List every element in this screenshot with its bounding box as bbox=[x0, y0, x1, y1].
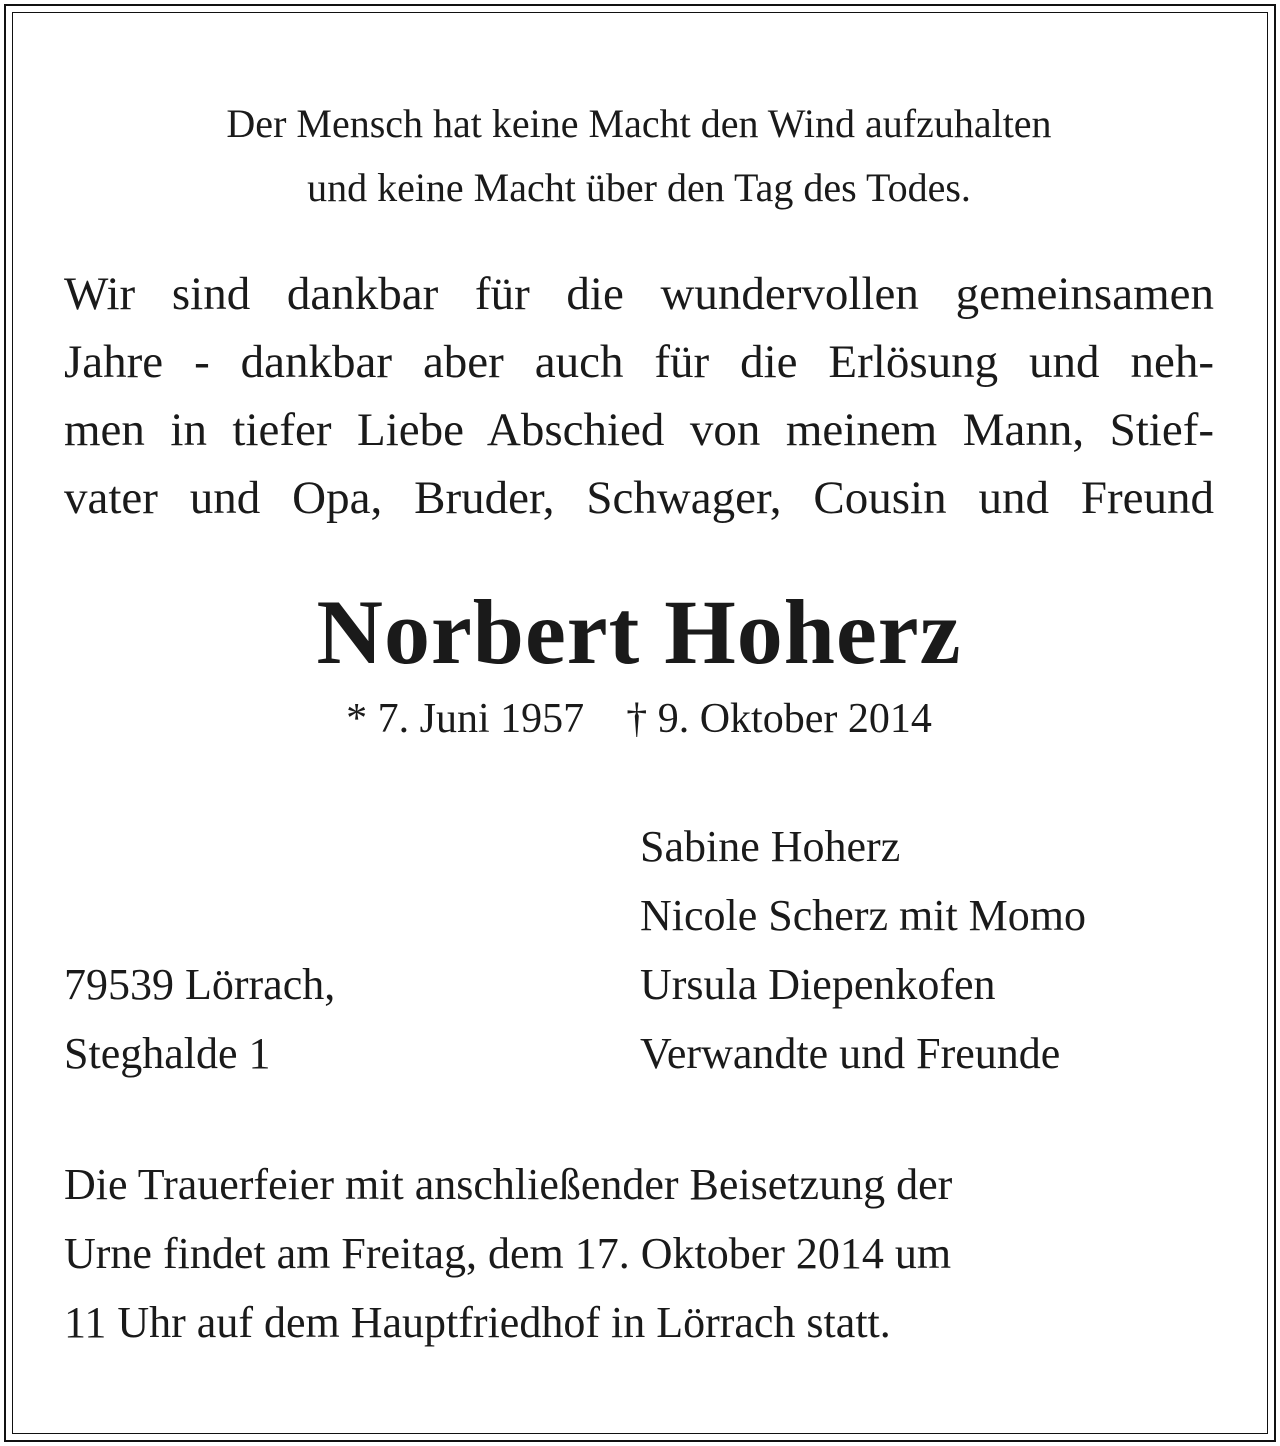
intro-line: vater und Opa, Bruder, Schwager, Cousin und Freund bbox=[64, 472, 1214, 524]
intro-text bbox=[64, 260, 1214, 532]
mourner: Verwandte und Freunde bbox=[640, 1029, 1061, 1078]
deceased-name: Norbert Hoherz bbox=[316, 581, 962, 683]
birth-date: * 7. Juni 1957 bbox=[346, 696, 585, 742]
death-date: † 9. Oktober 2014 bbox=[626, 696, 932, 742]
mourner: Sabine Hoherz bbox=[640, 822, 901, 871]
obituary-notice bbox=[64, 92, 1214, 1357]
motto-quote bbox=[64, 92, 1214, 220]
life-dates bbox=[64, 688, 1214, 750]
motto-line: und keine Macht über den Tag des Todes. bbox=[307, 165, 971, 210]
service-line: Urne findet am Freitag, dem 17. Oktober 2014 um bbox=[64, 1229, 952, 1278]
motto-line: Der Mensch hat keine Macht den Wind aufzuhalten bbox=[226, 101, 1052, 146]
address-street: Steghalde 1 bbox=[64, 1029, 271, 1078]
service-info bbox=[64, 1150, 1214, 1357]
intro-line: Jahre - dankbar aber auch für die Erlösung und neh- bbox=[64, 336, 1214, 388]
intro-line: Wir sind dankbar für die wundervollen gemeinsamen bbox=[64, 268, 1214, 320]
address bbox=[64, 950, 335, 1088]
address-city: 79539 Lörrach, bbox=[64, 960, 336, 1009]
mourner: Nicole Scherz mit Momo bbox=[640, 891, 1087, 940]
mourner: Ursula Diepenkofen bbox=[640, 960, 996, 1009]
service-line: 11 Uhr auf dem Hauptfriedhof in Lörrach statt. bbox=[64, 1298, 891, 1347]
intro-line: men in tiefer Liebe Abschied von meinem Mann, Stief- bbox=[64, 404, 1214, 456]
mourners-list bbox=[640, 812, 1086, 1088]
service-line: Die Trauerfeier mit anschließender Beisetzung der bbox=[64, 1160, 953, 1209]
family-section bbox=[64, 812, 1214, 1088]
